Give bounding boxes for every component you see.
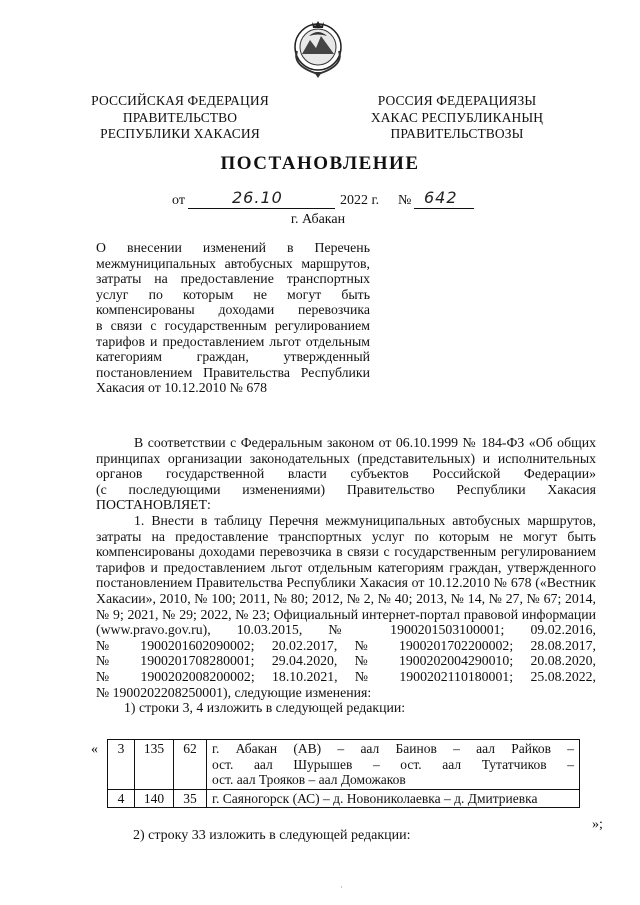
route-description-cell [207,789,580,808]
header-right-line: РОССИЯ ФЕДЕРАЦИЯЗЫ [377,93,537,108]
subject-line: категориям граждан, утвержденный [96,349,370,365]
document-subject [96,240,370,396]
route-description-line: ост. аал Трояков – аал Доможаков [212,772,406,787]
route-number-cell: 135 [135,740,174,790]
subject-line: в связи с государственным регулированием [96,317,370,333]
coat-of-arms-icon [288,16,348,80]
body-line: № 1900201708280001; 29.04.2020, № 1900202004290010; 20.08.2020, [96,653,596,669]
route-description-cell [207,740,580,790]
date-underline [188,208,335,209]
document-title: ПОСТАНОВЛЕНИЕ [220,153,420,174]
route-description-line: ост. аал Шурышев – ост. аал Тутатчиков – [212,756,574,772]
distance-cell: 62 [174,740,207,790]
header-left [86,93,274,143]
body-line: постановлением Правительства Республики Хакасия от 10.12.2010 № 678 («Вестник [96,575,596,591]
item-2-text: 2) строку 33 изложить в следующей редакции: [133,828,411,843]
header-right-line: ХАКАС РЕСПУБЛИКАНЫҢ [370,109,544,125]
date-from-label: от [172,193,185,208]
document-body [96,435,596,716]
subject-line: постановлением Правительства Республики [96,364,370,380]
subject-line: О внесении изменений в Перечень [96,240,370,255]
subject-line: межмуниципальных автобусных маршрутов, [96,255,370,271]
header-left-line: ПРАВИТЕЛЬСТВО [122,109,238,125]
body-line: Хакасии», 2010, № 100; 2011, № 80; 2012, № 2, № 40; 2013, № 14, № 27, № 67; 2014, [96,590,596,606]
number-label: № [398,193,412,208]
subject-line: тарифов и предоставлением льгот отдельным [96,333,370,349]
routes-table [107,739,580,808]
body-line: 1) строки 3, 4 изложить в следующей редакции: [124,700,406,716]
body-line: ПОСТАНОВЛЯЕТ: [96,497,211,513]
header-left-line: РОССИЙСКАЯ ФЕДЕРАЦИЯ [91,93,269,108]
document-city: г. Абакан [290,212,346,227]
route-description-line: г. Саяногорск (АС) – д. Новониколаевка – д. Дмитриевка [212,790,538,806]
date-year: 2022 г. [340,193,380,208]
body-line: затраты на предоставление транспортных услуг по которым не могут быть [96,528,596,544]
subject-line: Хакасия от 10.12.2010 № 678 [96,380,268,396]
table-open-quote: « [91,742,98,757]
table-row [108,789,580,808]
body-line: № 1900201602090002; 20.02.2017, № 1900201702200002; 28.08.2017, [96,637,596,653]
body-line: 1. Внести в таблицу Перечня межмуниципальных автобусных маршрутов, [134,512,596,528]
distance-cell: 35 [174,789,207,808]
header-right [362,93,552,143]
body-line: принципах организации законодательных (представительных) и исполнительных [96,450,596,466]
table-row [108,740,580,790]
route-number-cell: 140 [135,789,174,808]
subject-line: компенсированы доходами перевозчика [96,302,370,318]
body-line: № 9; 2021, № 29; 2022, № 23; Официальный интернет-портал правовой информации [96,606,596,622]
table-close-quote: »; [592,817,603,832]
body-line: (с последующими изменениями) Правительство Республики Хакасия [96,481,596,497]
number-underline [414,208,474,209]
body-line: тарифов и предоставлением льгот отдельным категориям граждан, утвержденного [96,559,596,575]
body-line: В соответствии с Федеральным законом от 06.10.1999 № 184-ФЗ «Об общих [134,435,596,450]
body-line: компенсированы доходами перевозчика в связи с государственным регулированием [96,544,596,560]
body-line: № 1900202008200002; 18.10.2021, № 1900202110180001; 25.08.2022, [96,668,596,684]
body-line: № 1900202208250001), следующие изменения: [96,684,372,700]
number-handwritten: 642 [424,188,458,207]
body-line: органов государственной власти субъектов Российской Федерации» [96,466,596,482]
subject-line: услуг по которым не могут быть [96,286,370,302]
row-number-cell: 4 [108,789,135,808]
body-line: (www.pravo.gov.ru), 10.03.2015, № 1900201503100001; 09.02.2016, [96,622,596,638]
date-handwritten: 26.10 [232,188,283,207]
header-left-line: РЕСПУБЛИКИ ХАКАСИЯ [100,126,260,141]
footer-mark: · [340,882,343,892]
row-number-cell: 3 [108,740,135,790]
header-right-line: ПРАВИТЕЛЬСТВОЗЫ [390,126,524,141]
route-description-line: г. Абакан (АВ) – аал Баинов – аал Райков – [212,741,574,756]
subject-line: затраты на предоставление транспортных [96,271,370,287]
